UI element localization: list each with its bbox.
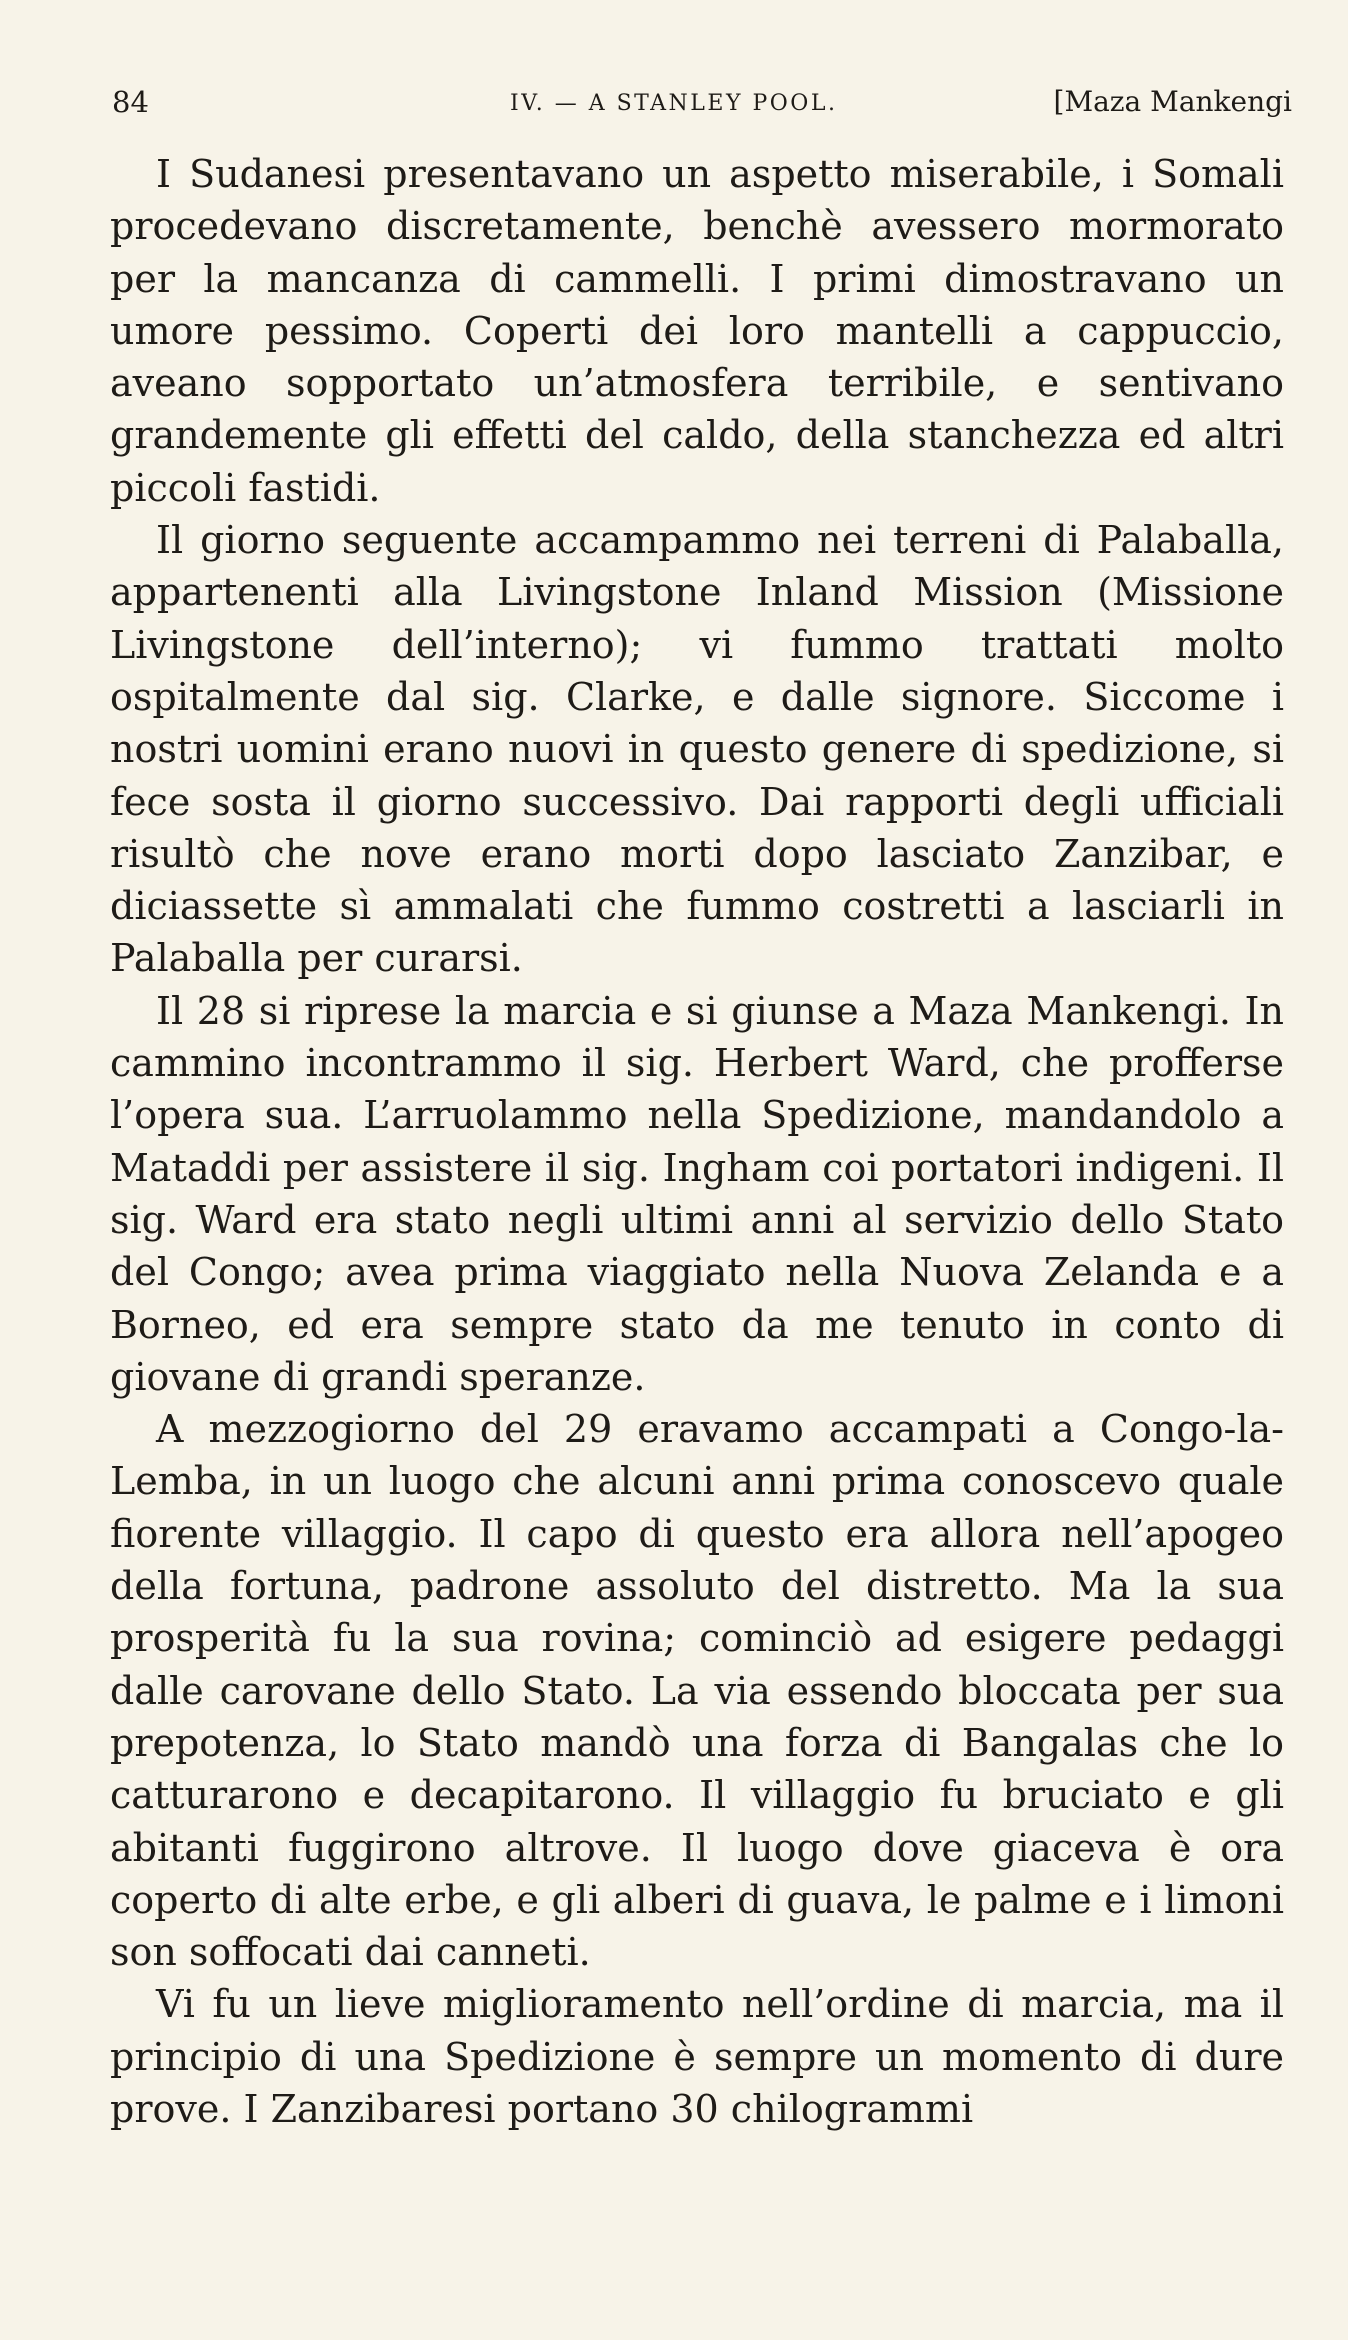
page-header [112,82,1292,122]
paragraph: Il giorno seguente accampammo nei terreni di Palaballa, appartenenti alla Livingstone Inland Mission (Missione Livingstone dell’interno); vi fummo trattati molto ospitalmente dal sig. Clarke, e dalle signore. Siccome i nostri uomini erano nuovi in questo genere di spedizione, si fece sosta il giorno successivo. Dai rapporti degli ufficiali risultò che nove erano morti dopo lasciato Zanzibar, e diciassette sì ammalati che fummo costretti a lasciarli in Palaballa per curarsi. [110,518,1284,981]
paragraph: Il 28 si riprese la marcia e si giunse a Maza Mankengi. In cammino incontrammo il sig. Herbert Ward, che profferse l’opera sua. L’arruolammo nella Spedizione, mandandolo a Mataddi per assistere il sig. Ingham coi portatori indigeni. Il sig. Ward era stato negli ultimi anni al servizio dello Stato del Congo; avea prima viaggiato nella Nuova Zelanda e a Borneo, ed era sempre stato da me tenuto in conto di giovane di grandi speranze. [110,988,1284,1399]
body-text [110,148,1284,2135]
running-title: IV. — A STANLEY POOL. [510,91,838,116]
paragraph: I Sudanesi presentavano un aspetto miserabile, i Somali procedevano discretamente, benchè avessero mormorato per la mancanza di cammelli. I primi dimostravano un umore pessimo. Coperti dei loro mantelli a cappuccio, aveano sopportato un’atmosfera terribile, e sentivano grandemente gli effetti del caldo, della stanchezza ed altri piccoli fastidi. [110,152,1284,510]
paragraph: Vi fu un lieve miglioramento nell’ordine di marcia, ma il principio di una Spedizione è sempre un momento di dure prove. I Zanzibaresi portano 30 chilogrammi [110,1982,1284,2131]
section-marker: [Maza Mankengi [1053,85,1292,118]
paragraph: A mezzogiorno del 29 eravamo accampati a Congo-la-Lemba, in un luogo che alcuni anni prima conoscevo quale fiorente villaggio. Il capo di questo era allora nell’apogeo della fortuna, padrone assoluto del distretto. Ma la sua prosperità fu la sua rovina; cominciò ad esigere pedaggi dalle carovane dello Stato. La via essendo bloccata per sua prepotenza, lo Stato mandò una forza di Bangalas che lo catturarono e decapitarono. Il villaggio fu bruciato e gli abitanti fuggirono altrove. Il luogo dove giaceva è ora coperto di alte erbe, e gli alberi di guava, le palme e i limoni son soffocati dai canneti. [110,1407,1284,1975]
page-number: 84 [112,85,149,119]
